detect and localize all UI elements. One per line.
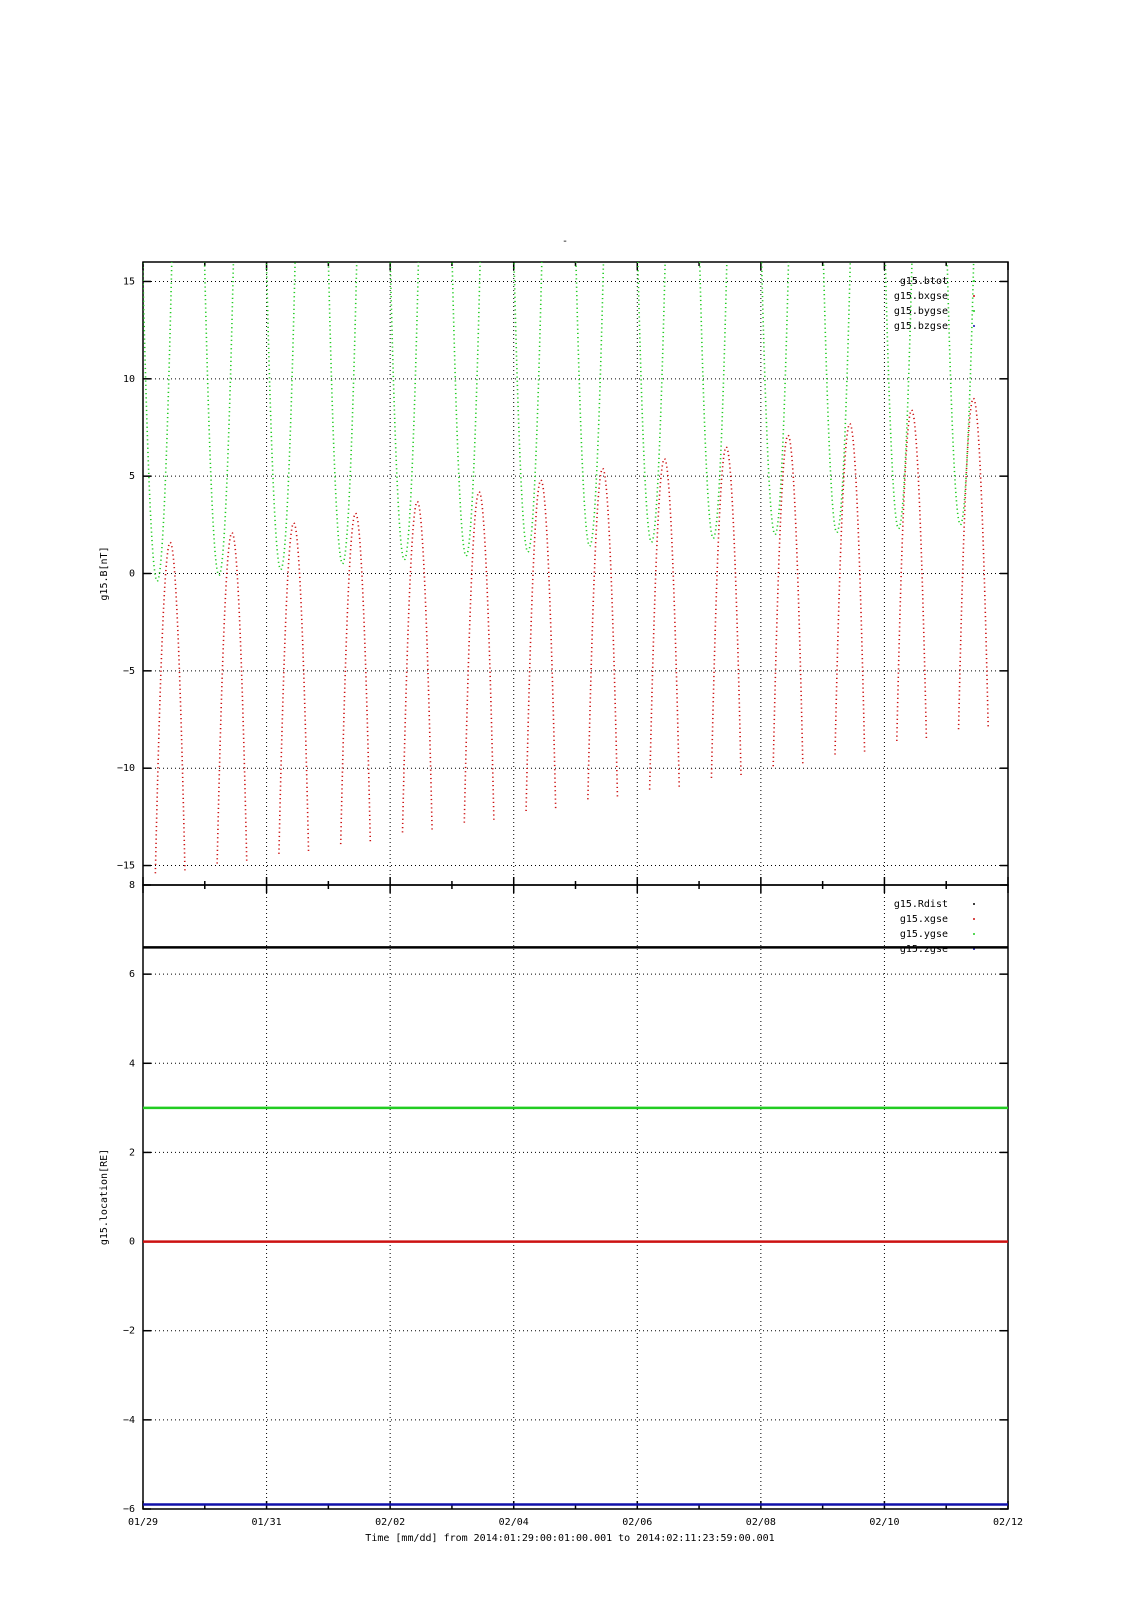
bxgse-peak xyxy=(773,435,803,766)
bxgse-peak xyxy=(588,468,618,799)
legend-marker xyxy=(973,918,975,920)
y-tick-label: 2 xyxy=(128,1147,135,1159)
y-tick-label: 0 xyxy=(128,568,135,580)
legend-entry: g15.xgse xyxy=(899,914,948,925)
y-tick-label: 5 xyxy=(128,471,135,483)
legend-entry: g15.bxgse xyxy=(893,291,948,302)
btot-trough xyxy=(328,233,358,564)
y-tick-label: 15 xyxy=(122,276,135,288)
btot-trough xyxy=(884,198,914,529)
magnetic-field-panel xyxy=(99,194,1008,885)
x-tick-label: 01/31 xyxy=(251,1517,282,1528)
plot-frame xyxy=(143,885,1008,1509)
legend-entry: g15.ygse xyxy=(899,929,948,940)
btot-trough xyxy=(204,244,234,575)
btot-trough xyxy=(451,225,481,556)
y-tick-label: 6 xyxy=(128,969,135,981)
legend-entry: g15.bzgse xyxy=(893,321,948,332)
y-tick-label: −2 xyxy=(122,1325,135,1337)
bxgse-peak xyxy=(959,398,989,729)
y-tick-label: −4 xyxy=(122,1414,135,1426)
y-tick-label: 8 xyxy=(128,880,135,891)
bxgse-peak xyxy=(279,523,309,854)
bxgse-peak xyxy=(526,480,556,811)
x-tick-label: 02/10 xyxy=(869,1517,900,1528)
legend-marker xyxy=(973,325,975,327)
bxgse-peak xyxy=(835,424,865,755)
location-panel xyxy=(99,880,1008,1515)
x-tick-label: 02/06 xyxy=(622,1517,653,1528)
bxgse-peak xyxy=(650,459,680,790)
bxgse-peak xyxy=(464,492,494,823)
y-axis-label: g15.location[RE] xyxy=(99,1148,110,1246)
legend-entry: g15.btot xyxy=(899,276,948,287)
legend-entry: g15.Rdist xyxy=(893,899,948,910)
btot-trough xyxy=(513,221,543,552)
btot-trough xyxy=(142,250,172,581)
btot-trough xyxy=(390,229,420,560)
btot-trough xyxy=(266,239,296,570)
btot-trough xyxy=(946,194,976,525)
x-tick-label: 02/04 xyxy=(498,1517,529,1528)
bxgse-peak xyxy=(897,410,927,741)
x-tick-label: 02/12 xyxy=(992,1517,1024,1528)
btot-trough xyxy=(760,204,790,535)
legend-entry: g15.zgse xyxy=(899,944,948,955)
bxgse-peak xyxy=(217,533,247,864)
legend-marker xyxy=(973,310,975,312)
time-axis xyxy=(128,1517,1023,1528)
bxgse-peak xyxy=(155,542,185,873)
btot-trough xyxy=(822,202,852,533)
x-axis-label: Time [mm/dd] from 2014:01:29:00:01:00.001 to 2014:02:11:23:59:00.001 xyxy=(365,1533,775,1544)
legend-marker xyxy=(973,903,975,905)
y-tick-label: −6 xyxy=(122,1504,135,1515)
btot-trough xyxy=(698,207,728,538)
legend-entry: g15.bygse xyxy=(893,306,948,317)
y-tick-label: −15 xyxy=(116,860,135,872)
y-tick-label: 4 xyxy=(128,1058,135,1070)
y-tick-label: −5 xyxy=(122,665,135,677)
legend-marker xyxy=(973,933,975,935)
btot-trough xyxy=(575,215,605,546)
bxgse-peak xyxy=(711,447,741,778)
y-tick-label: 10 xyxy=(122,373,135,385)
legend-marker xyxy=(973,295,975,297)
y-axis-label: g15.B[nT] xyxy=(99,546,110,601)
btot-trough xyxy=(637,211,667,542)
x-tick-label: 01/29 xyxy=(127,1517,159,1528)
chart-title: - xyxy=(561,236,569,247)
y-tick-label: −10 xyxy=(116,763,135,775)
x-tick-label: 02/08 xyxy=(745,1517,776,1528)
bxgse-peak xyxy=(341,513,371,844)
x-tick-label: 02/02 xyxy=(375,1517,406,1528)
y-tick-label: 0 xyxy=(128,1236,135,1248)
